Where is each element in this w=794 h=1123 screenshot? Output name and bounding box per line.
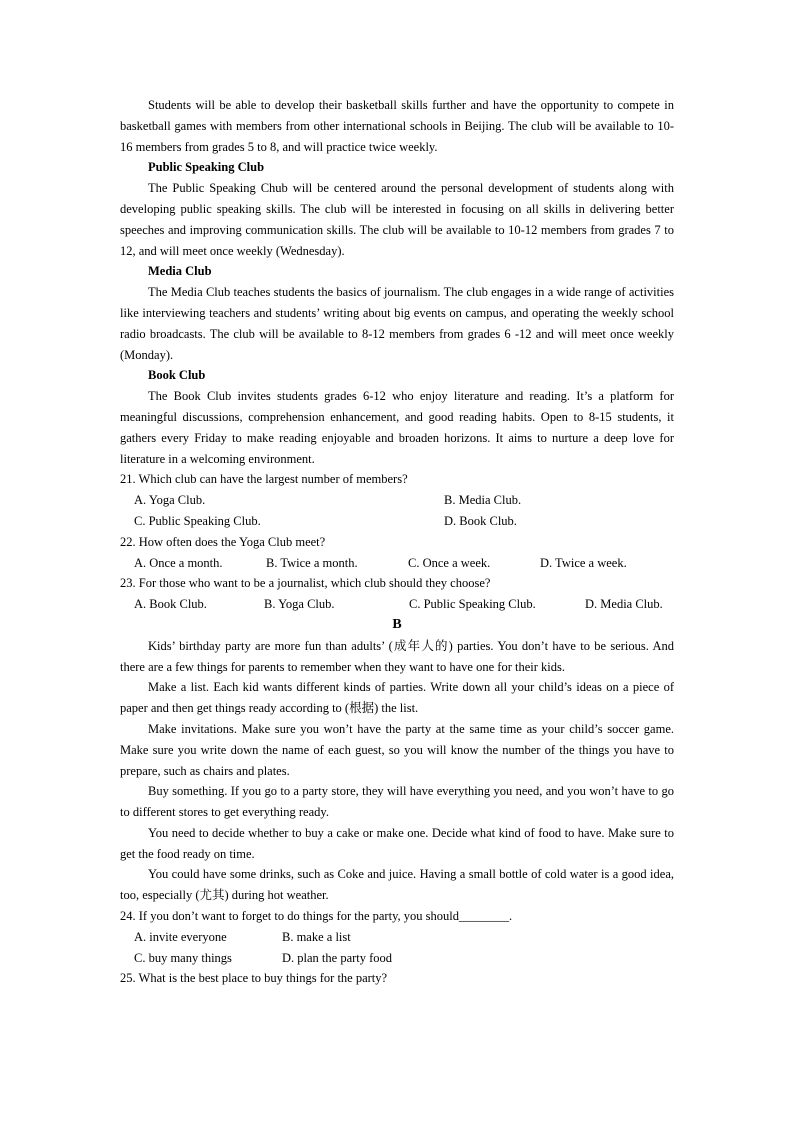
passage-b-paragraph: Make invitations. Make sure you won’t have the party at the same time as your child’s soccer game. Make sure you write down the name of each guest, so you will know the number of the things you have to prepare, such as chairs and plates. [120, 721, 674, 778]
q23-option-a: A. Book Club. [134, 597, 207, 612]
document-page [120, 95, 674, 989]
passage-b-paragraph: Buy something. If you go to a party store, they will have everything you need, and you won’t have to go to different stores to get everything ready. [120, 784, 674, 820]
book-paragraph: The Book Club invites students grades 6-12 who enjoy literature and reading. It’s a platform for meaningful discussions, comprehension enhancement, and good reading habits. Open to 8-15 students, it gathers every Friday to make reading enjoyable and broaden horizons. It aims to nurture a deep love for literature in a welcoming environment. [120, 389, 674, 466]
q22-option-b: B. Twice a month. [266, 555, 358, 570]
question-21: 21. Which club can have the largest number of members? [120, 472, 408, 487]
question-25: 25. What is the best place to buy things for the party? [120, 971, 388, 986]
q23-option-d: D. Media Club. [585, 597, 663, 612]
question-22: 22. How often does the Yoga Club meet? [120, 534, 326, 549]
section-b-heading: B [392, 616, 402, 632]
q21-option-d: D. Book Club. [444, 513, 517, 528]
q21-options-row1 [120, 490, 674, 511]
question-24: 24. If you don’t want to forget to do things for the party, you should________. [120, 909, 513, 924]
q24-option-d: D. plan the party food [282, 950, 393, 965]
q24-options-row1 [120, 927, 674, 948]
q22-option-d: D. Twice a week. [540, 555, 627, 570]
passage-b-paragraph: Make a list. Each kid wants different kinds of parties. Write down all your child’s ideas on a piece of paper and then get things ready according to (根据) the list. [120, 680, 674, 716]
public-speaking-heading: Public Speaking Club [148, 160, 265, 175]
media-heading: Media Club [148, 264, 212, 279]
q21-option-c: C. Public Speaking Club. [134, 513, 261, 528]
public-speaking-paragraph: The Public Speaking Chub will be centered around the personal development of students along with developing public speaking skills. The club will be interested in focusing on all skills in delivering better speeches and improving communication skills. The club will be available to 10-12 members from grades 7 to 12, and will meet once weekly (Wednesday). [120, 181, 674, 258]
q22-option-c: C. Once a week. [408, 555, 491, 570]
media-paragraph: The Media Club teaches students the basics of journalism. The club engages in a wide range of activities like interviewing teachers and students’ writing about big events on campus, and operating the weekly school radio broadcasts. The club will be available to 8-12 members from grades 6 -12 and will meet once weekly (Monday). [120, 285, 674, 362]
q21-options-row2 [120, 511, 674, 532]
q24-option-a: A. invite everyone [134, 929, 227, 944]
q24-option-c: C. buy many things [134, 950, 232, 965]
q23-option-b: B. Yoga Club. [264, 597, 335, 612]
q22-options [120, 553, 674, 574]
q23-options [120, 594, 674, 615]
q21-option-a: A. Yoga Club. [134, 493, 206, 508]
passage-b-paragraph: Kids’ birthday party are more fun than adults’ (成年人的) parties. You don’t have to be serious. And there are a few things for parents to remember when they want to have one for their kids. [120, 638, 674, 674]
q21-option-b: B. Media Club. [444, 493, 522, 508]
q24-option-b: B. make a list [282, 929, 351, 944]
q22-option-a: A. Once a month. [134, 555, 223, 570]
question-23: 23. For those who want to be a journalist, which club should they choose? [120, 576, 491, 591]
q24-options-row2 [120, 948, 674, 969]
q23-option-c: C. Public Speaking Club. [409, 597, 536, 612]
book-heading: Book Club [148, 368, 206, 383]
passage-b-paragraph: You could have some drinks, such as Coke and juice. Having a small bottle of cold water is a good idea, too, especially (尤其) during hot weather. [120, 867, 674, 903]
passage-b-paragraph: You need to decide whether to buy a cake or make one. Decide what kind of food to have. Make sure to get the food ready on time. [120, 825, 674, 861]
basketball-paragraph: Students will be able to develop their basketball skills further and have the opportunity to compete in basketball games with members from other international schools in Beijing. The club will be available to 10-16 members from grades 5 to 8, and will practice twice weekly. [120, 98, 674, 154]
